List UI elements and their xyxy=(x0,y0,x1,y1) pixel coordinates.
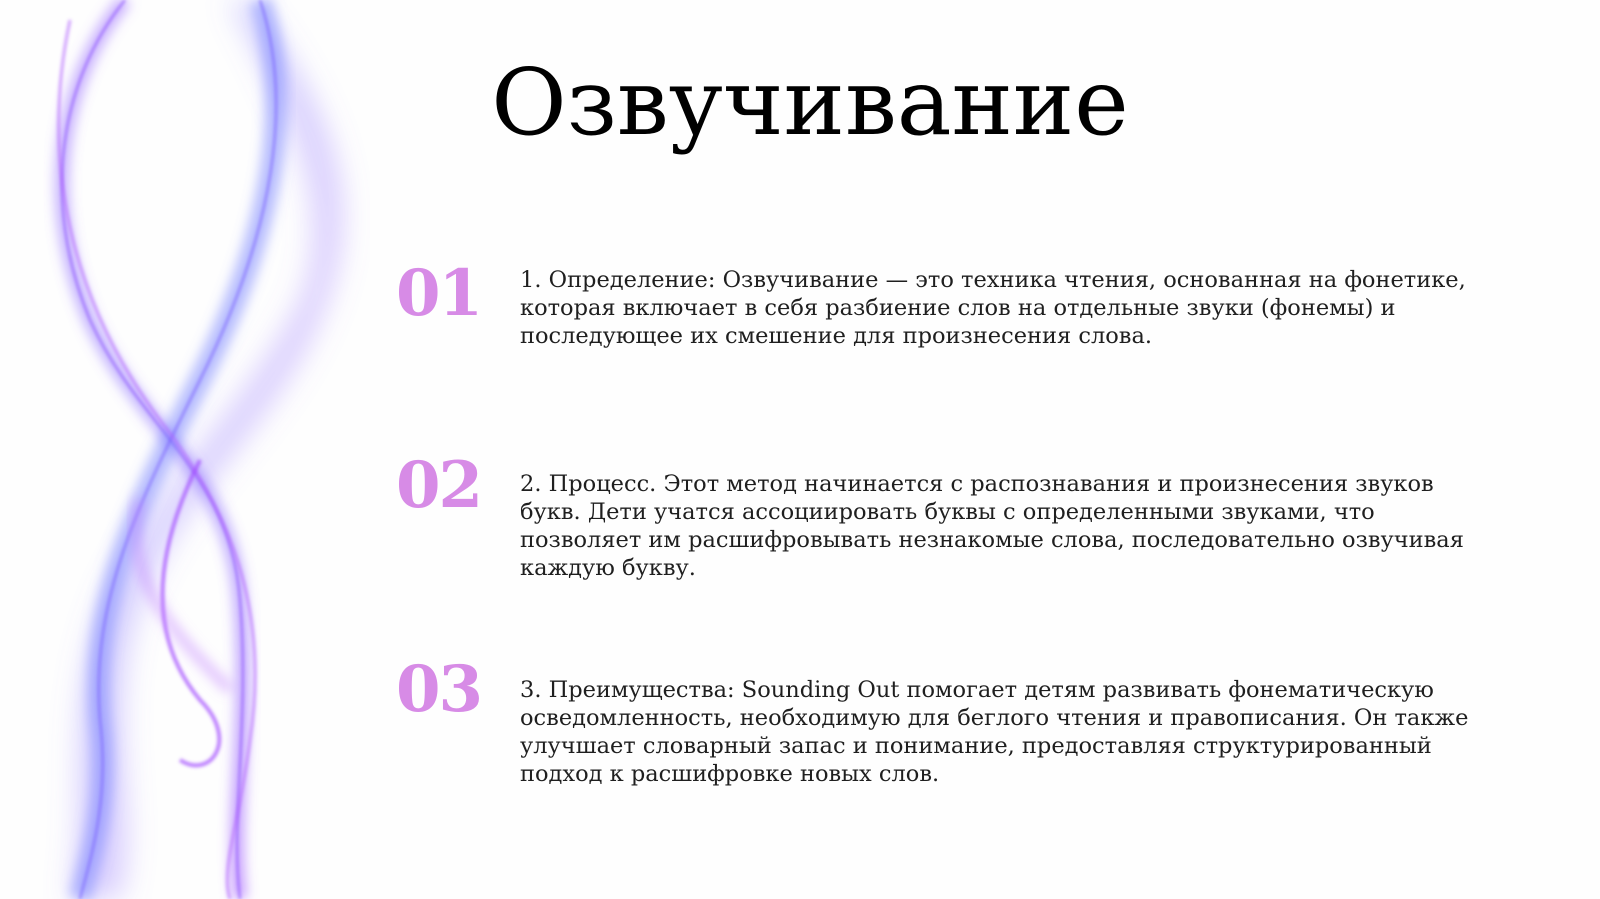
item-text: 3. Преимущества: Sounding Out помогает детям развивать фонематическую осведомленность, необходимую для беглого чтения и правописания. Он также улучшает словарный запас и понимание, предоставляя структурированный подход к расшифровке новых слов. xyxy=(520,677,1469,787)
slide-title: Озвучивание xyxy=(491,49,1129,156)
item-number: 02 xyxy=(396,448,482,523)
item-number: 03 xyxy=(396,652,482,727)
item-number: 01 xyxy=(396,256,482,331)
item-text: 1. Определение: Озвучивание — это техника чтения, основанная на фонетике, которая включает в себя разбиение слов на отдельные звуки (фонемы) и последующее их смешение для произнесения слова. xyxy=(520,267,1466,349)
item-text: 2. Процесс. Этот метод начинается с распознавания и произнесения звуков букв. Дети учатся ассоциировать буквы с определенными звуками, что позволяет им расшифровывать незнакомые слова, последовательно озвучивая каждую букву. xyxy=(520,471,1464,581)
